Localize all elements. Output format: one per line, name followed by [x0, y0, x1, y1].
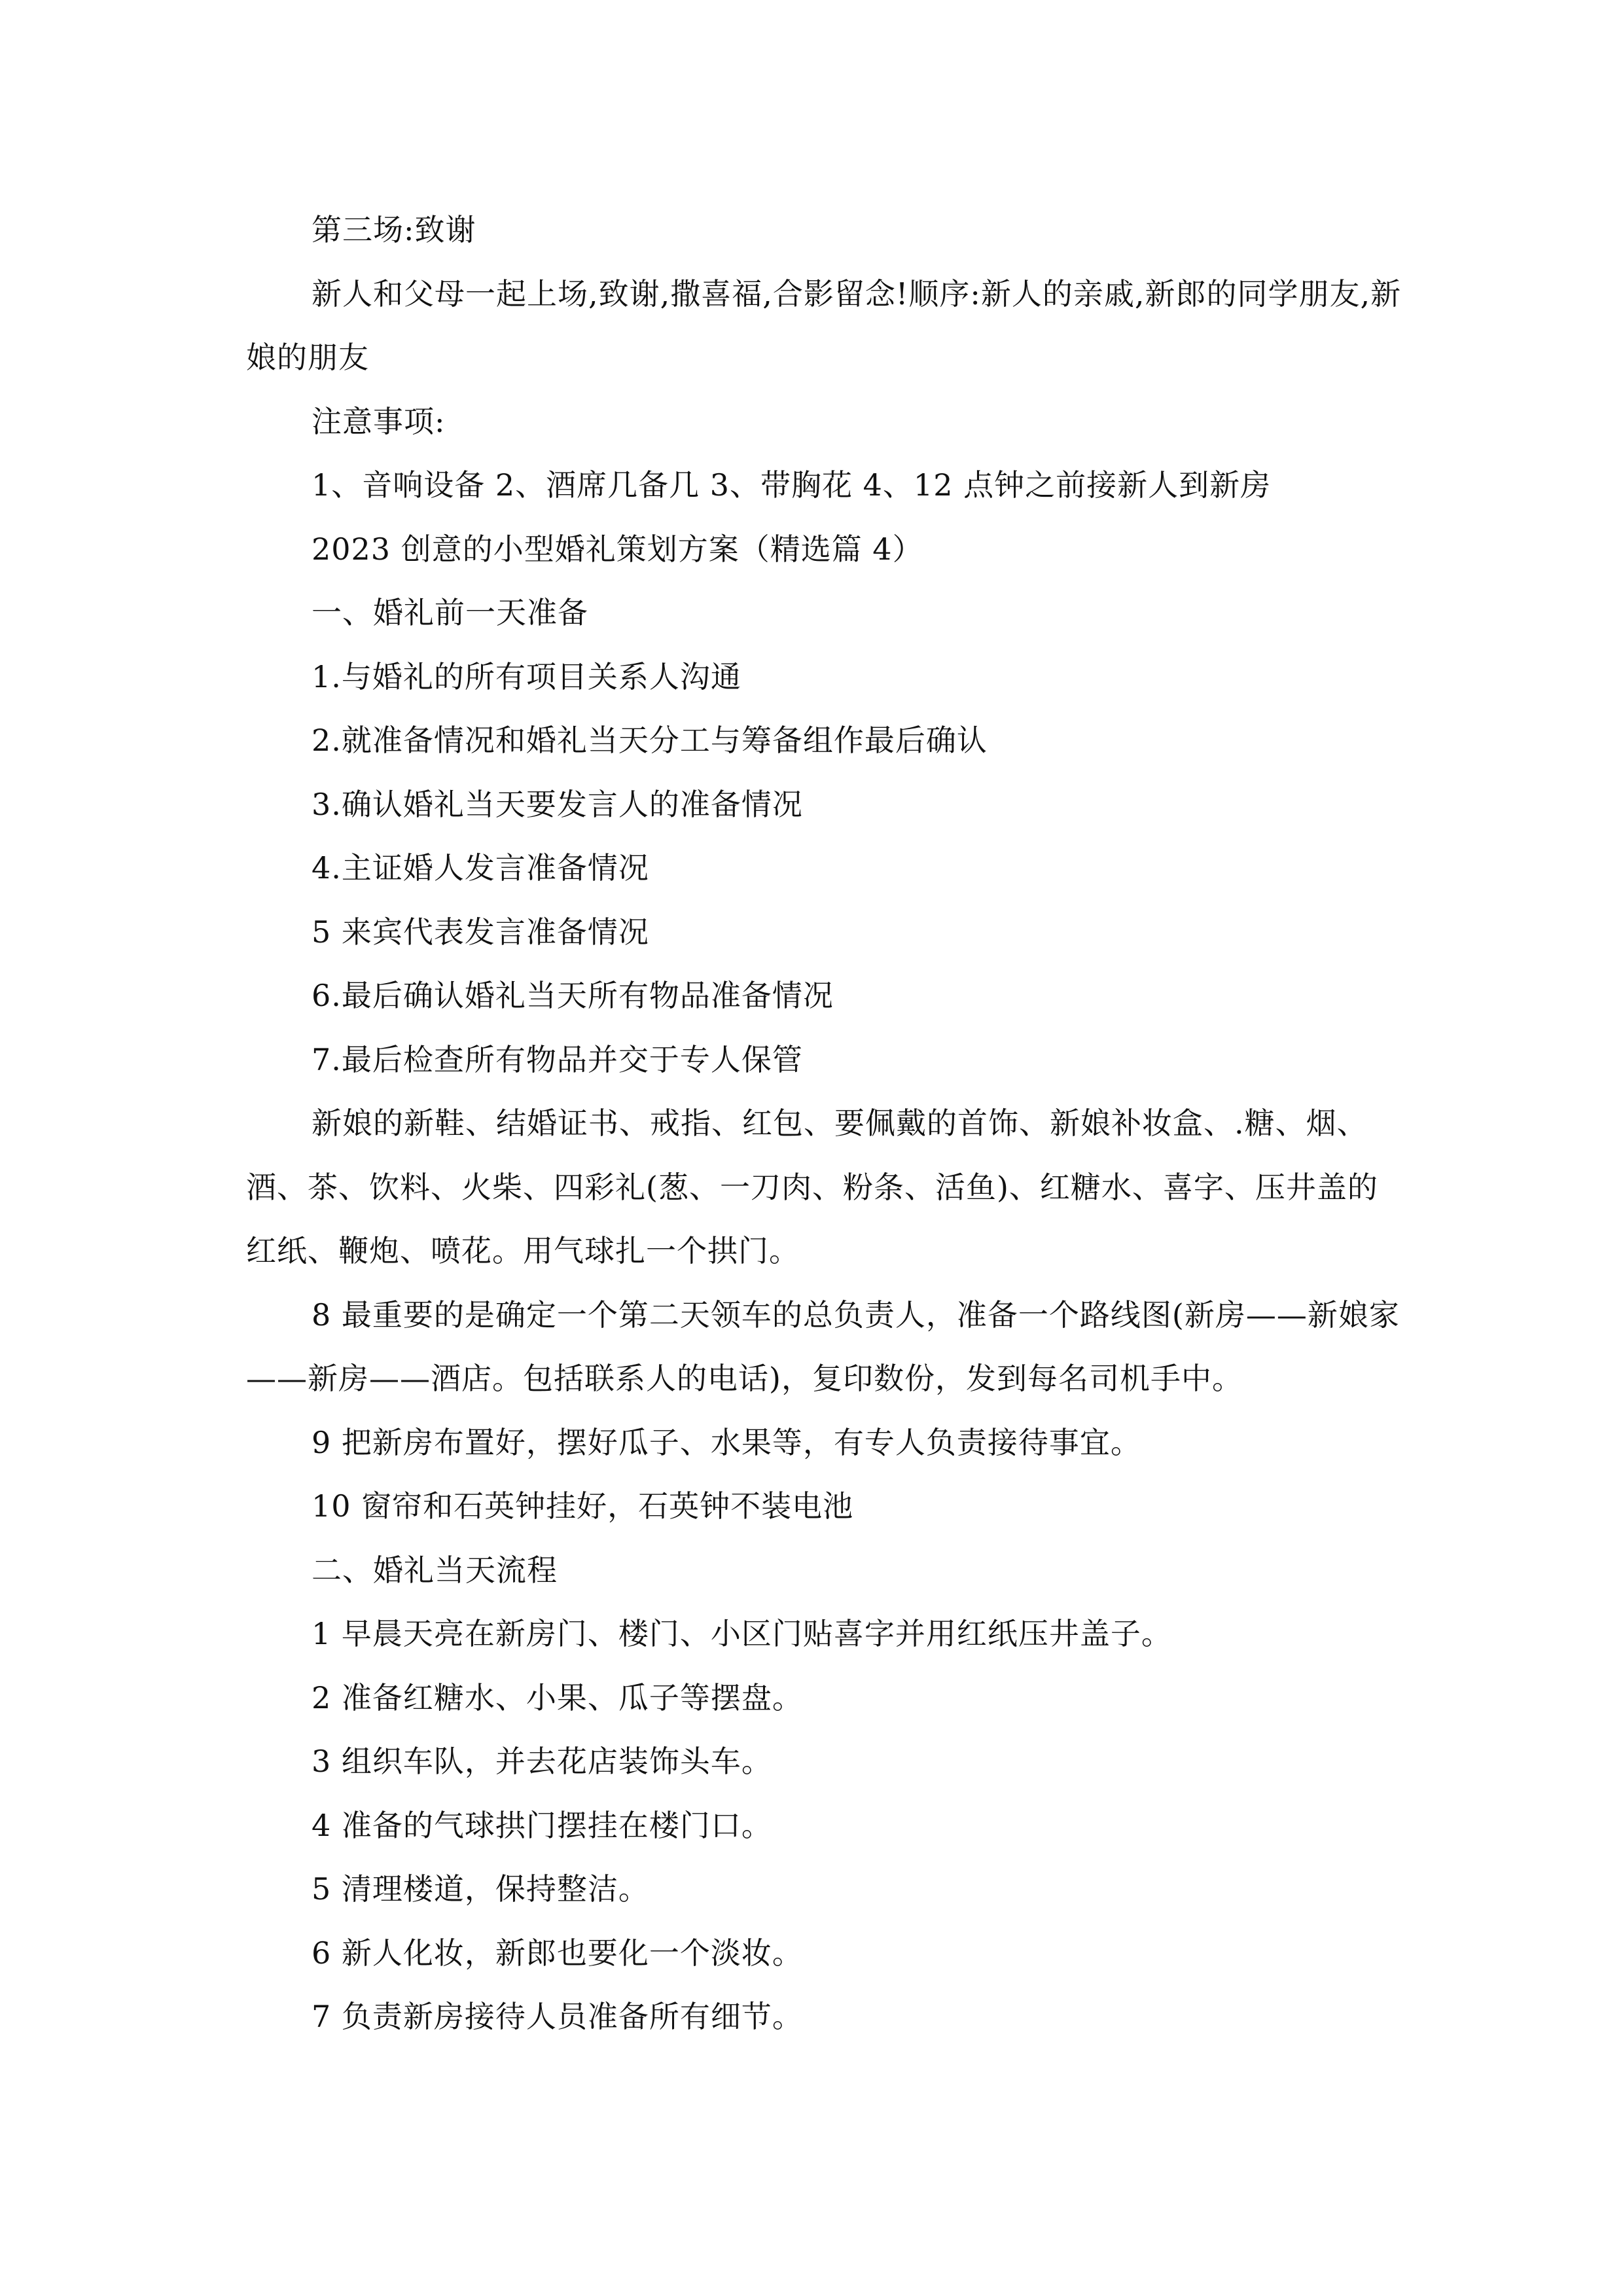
list-item: 1 早晨天亮在新房门、楼门、小区门贴喜字并用红纸压井盖子。: [312, 1616, 1172, 1651]
paragraph-notes-list: 1、音响设备 2、酒席几备几 3、带胸花 4、12 点钟之前接新人到新房: [312, 467, 1272, 503]
list-item: 8 最重要的是确定一个第二天领车的总负责人，准备一个路线图(新房——新娘家——新房——酒店。包括联系人的电话)，复印数份，发到每名司机手中。: [246, 1297, 1400, 1396]
list-item: 4.主证婚人发言准备情况: [312, 850, 649, 886]
paragraph-items-list: 新娘的新鞋、结婚证书、戒指、红包、要佩戴的首饰、新娘补妆盒、.糖、烟、酒、茶、饮料、火柴、四彩礼(葱、一刀肉、粉条、活鱼)、红糖水、喜字、压井盖的红纸、鞭炮、喷花。用气球扎一个拱门。: [246, 1105, 1378, 1268]
list-item: 1.与婚礼的所有项目关系人沟通: [312, 658, 741, 694]
list-item: 6 新人化妆，新郎也要化一个淡妆。: [312, 1935, 803, 1971]
document-title-plan-4: 2023 创意的小型婚礼策划方案（精选篇 4）: [312, 531, 923, 567]
list-item: 5 清理楼道，保持整洁。: [312, 1871, 649, 1907]
paragraph-thanks-order: 新人和父母一起上场,致谢,撒喜福,合影留念!顺序:新人的亲戚,新郎的同学朋友,新娘的朋友: [246, 276, 1402, 375]
list-item: 10 窗帘和石英钟挂好，石英钟不装电池: [312, 1488, 854, 1524]
list-item: 3.确认婚礼当天要发言人的准备情况: [312, 786, 803, 822]
list-item: 6.最后确认婚礼当天所有物品准备情况: [312, 978, 834, 1013]
list-item: 7.最后检查所有物品并交于专人保管: [312, 1041, 803, 1077]
section-heading-day-before: 一、婚礼前一天准备: [312, 595, 588, 630]
document-body: [246, 198, 1404, 2049]
list-item: 9 把新房布置好，摆好瓜子、水果等，有专人负责接待事宜。: [312, 1424, 1141, 1460]
section-heading-thanks: 第三场:致谢: [312, 212, 476, 247]
list-item: 2 准备红糖水、小果、瓜子等摆盘。: [312, 1679, 803, 1715]
list-item: 7 负责新房接待人员准备所有细节。: [312, 1999, 803, 2034]
section-heading-wedding-day: 二、婚礼当天流程: [312, 1552, 558, 1588]
list-item: 3 组织车队，并去花店装饰头车。: [312, 1744, 772, 1779]
list-item: 2.就准备情况和婚礼当天分工与筹备组作最后确认: [312, 723, 988, 758]
section-heading-notes: 注意事项:: [312, 403, 446, 439]
list-item: 4 准备的气球拱门摆挂在楼门口。: [312, 1807, 772, 1843]
list-item: 5 来宾代表发言准备情况: [312, 914, 649, 950]
